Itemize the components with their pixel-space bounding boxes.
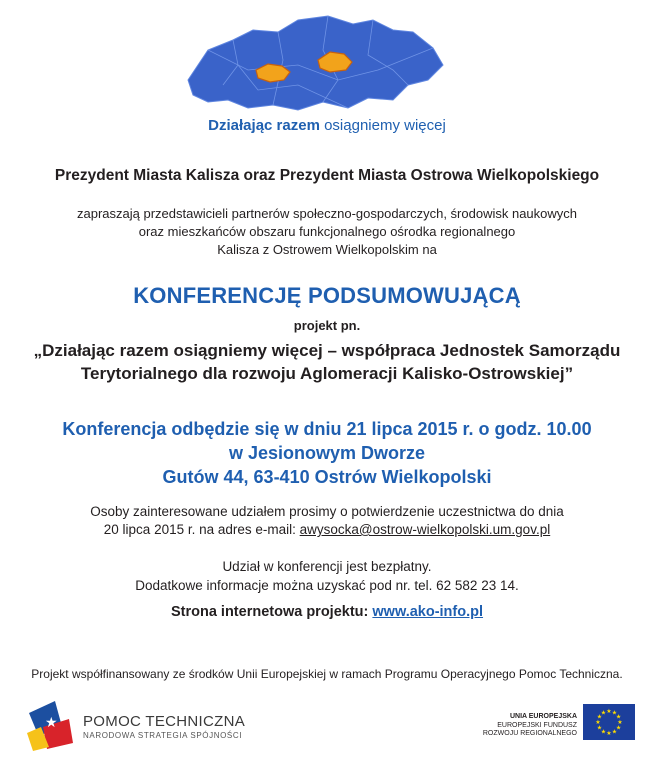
website-link[interactable]: www.ako-info.pl	[372, 604, 484, 620]
website-label: Strona internetowa projektu:	[170, 604, 369, 620]
slogan	[0, 117, 654, 134]
invitation-heading: Prezydent Miasta Kalisza oraz Prezydent Miasta Ostrowa Wielkopolskiego	[54, 167, 600, 184]
eu-star-icon: ★	[600, 709, 607, 717]
region-map-image	[178, 10, 448, 115]
eu-star-icon: ★	[596, 724, 603, 732]
eu-star-icon: ★	[611, 709, 618, 717]
email-link[interactable]: awysocka@ostrow-wielkopolski.um.gov.pl	[299, 522, 551, 537]
confirmation-text	[0, 503, 654, 539]
free-participation: Udział w konferencji jest bezpłatny.	[222, 559, 432, 574]
invitation-text	[0, 205, 654, 259]
eu-star-icon: ★	[596, 713, 603, 721]
eu-flag-icon	[583, 704, 635, 740]
cofinancing-note: Projekt współfinansowany ze środków Unii Europejskiej w ramach Programu Operacyjnego Pomoc Techniczna.	[31, 667, 623, 681]
conference-title: KONFERENCJĘ PODSUMOWUJĄCĄ	[133, 283, 521, 308]
project-title-line: „Działając razem osiągniemy więcej – współpraca Jednostek Samorządu	[33, 341, 621, 360]
eu-star-icon: ★	[606, 708, 612, 716]
conference-address: Gutów 44, 63-410 Ostrów Wielkopolski	[162, 467, 492, 487]
eu-star-icon: ★	[595, 719, 601, 727]
eu-line: ROZWOJU REGIONALNEGO	[482, 730, 577, 737]
conference-venue: w Jesionowym Dworze	[228, 443, 426, 463]
slogan-rest: osiągniemy więcej	[324, 117, 446, 134]
confirmation-prefix: 20 lipca 2015 r. na adres e-mail:	[103, 522, 300, 537]
eu-line: EUROPEJSKI FUNDUSZ	[497, 721, 577, 729]
eu-star-icon: ★	[615, 724, 622, 732]
eu-line: UNIA EUROPEJSKA	[509, 713, 577, 720]
eu-star-icon: ★	[600, 728, 607, 736]
project-label: projekt pn.	[293, 318, 361, 333]
eu-star-icon: ★	[617, 719, 623, 727]
more-info-phone: Dodatkowe informacje można uzyskać pod nr. tel. 62 582 23 14.	[135, 578, 519, 593]
invitation-line: Kalisza z Ostrowem Wielkopolskim na	[217, 242, 437, 257]
region-map-shape	[188, 16, 443, 110]
pomoc-techniczna-subtitle: NARODOWA STRATEGIA SPÓJNOŚCI	[83, 731, 243, 740]
eu-star-icon: ★	[615, 713, 622, 721]
eu-fund-text	[440, 713, 577, 739]
website-line	[0, 604, 654, 620]
slogan-bold: Działając razem	[208, 117, 320, 134]
pomoc-techniczna-logo	[25, 697, 77, 753]
confirmation-line: Osoby zainteresowane udziałem prosimy o potwierdzenie uczestnictwa do dnia	[90, 504, 564, 519]
eu-star-icon: ★	[611, 728, 618, 736]
project-title	[0, 339, 654, 385]
logo-star-icon: ★	[45, 715, 58, 731]
conference-date: Konferencja odbędzie się w dniu 21 lipca 2015 r. o godz. 10.00	[62, 419, 592, 439]
info-text	[0, 557, 654, 595]
conference-details	[0, 417, 654, 489]
confirmation-line	[0, 521, 654, 539]
pomoc-techniczna-name: POMOC TECHNICZNA	[83, 713, 246, 730]
invitation-line: zapraszają przedstawicieli partnerów społeczno-gospodarczych, środowisk naukowych	[76, 206, 578, 221]
project-title-line: Terytorialnego dla rozwoju Aglomeracji Kalisko-Ostrowskiej”	[80, 364, 574, 383]
invitation-line: oraz mieszkańców obszaru funkcjonalnego ośrodka regionalnego	[138, 224, 516, 239]
eu-star-icon: ★	[606, 730, 612, 738]
